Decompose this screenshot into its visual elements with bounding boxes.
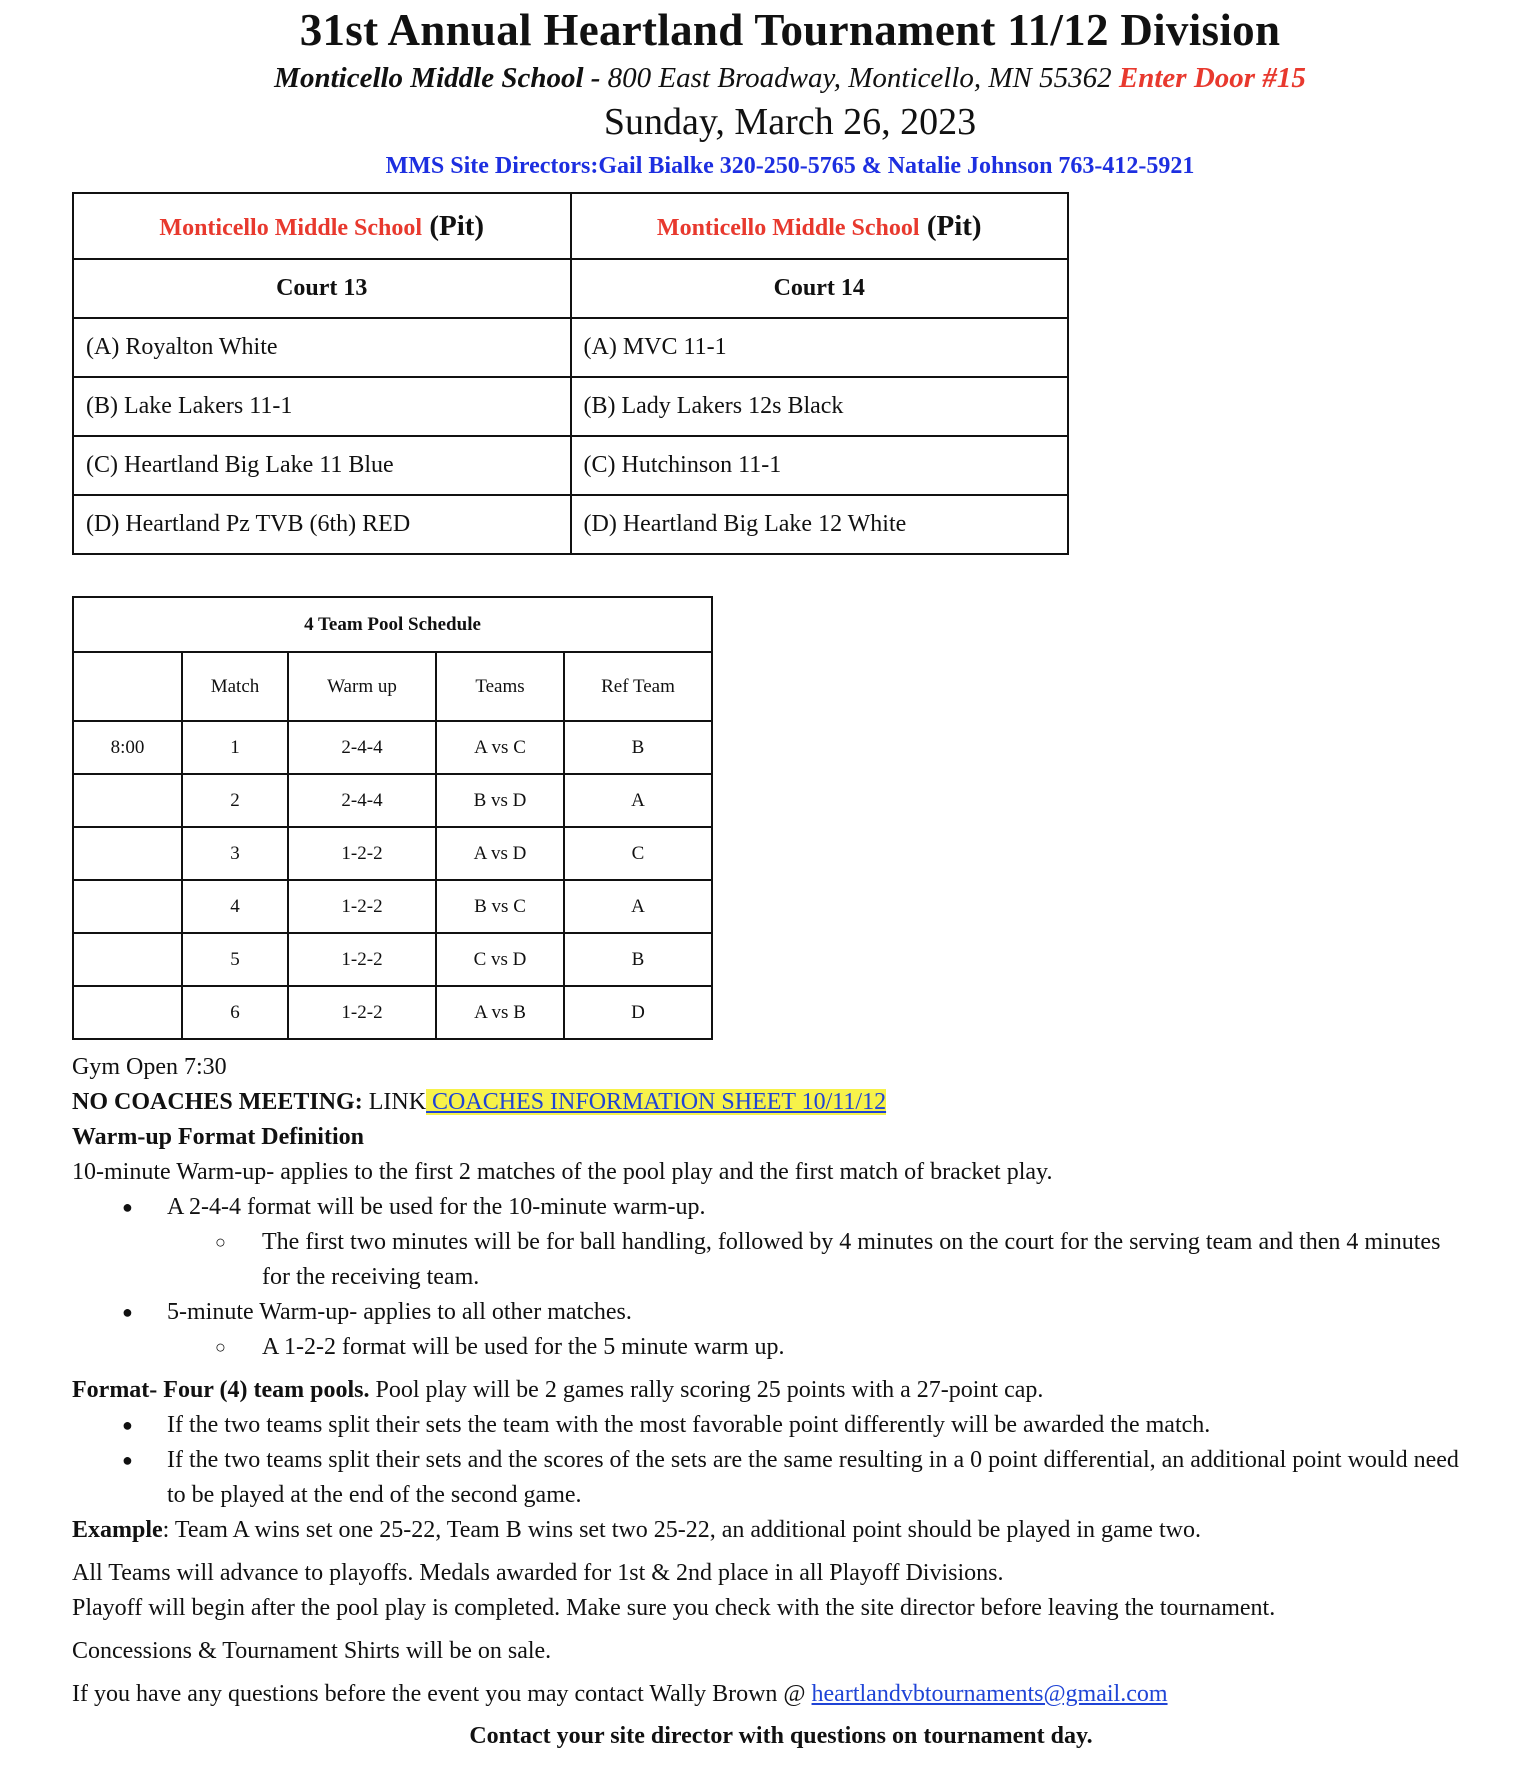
table-cell: 3 (182, 827, 288, 880)
table-cell (73, 774, 182, 827)
playoffs-text-2: Playoff will begin after the pool play is completed. Make sure you check with the site director before leaving the tournament. (72, 1595, 1276, 1621)
col-header-time (73, 652, 182, 721)
school-name: Monticello Middle School - (274, 62, 601, 94)
table-cell: A (564, 880, 712, 933)
court-14-team-d: (D) Heartland Big Lake 12 White (571, 495, 1069, 554)
court-13-team-d: (D) Heartland Pz TVB (6th) RED (73, 495, 571, 554)
questions-text: If you have any questions before the event you may contact Wally Brown @ heartlandvbtournaments@gmail.com (72, 1681, 1168, 1707)
table-cell: B vs D (436, 774, 564, 827)
table-cell (73, 933, 182, 986)
table-cell (73, 880, 182, 933)
site-directors: MMS Site Directors:Gail Bialke 320-250-5765 & Natalie Johnson 763-412-5921 (385, 153, 1195, 179)
table-cell: B vs C (436, 880, 564, 933)
format-text: Format- Four (4) team pools. Pool play will be 2 games rally scoring 25 points with a 27-point cap. (72, 1377, 1044, 1403)
table-cell (73, 827, 182, 880)
warmup-10-text: 10-minute Warm-up- applies to the first 2 matches of the pool play and the first match of bracket play. (72, 1159, 1053, 1185)
col-header-match: Match (182, 652, 288, 721)
table-cell: D (564, 986, 712, 1039)
list-item: ○ The first two minutes will be for ball handling, followed by 4 minutes on the court for the serving team and then 4 minutes for the receiving team. (72, 1225, 1472, 1295)
table-cell: A vs B (436, 986, 564, 1039)
warmup-5-sublist (72, 1330, 1472, 1365)
table-cell: 1-2-2 (288, 880, 436, 933)
table-cell: 6 (182, 986, 288, 1039)
coaches-info-link[interactable]: COACHES INFORMATION SHEET 10/11/12 (426, 1089, 887, 1115)
table-cell: 1-2-2 (288, 986, 436, 1039)
court-14-site: Monticello Middle School (Pit) (571, 193, 1069, 259)
warmup-10-sublist (72, 1225, 1472, 1295)
example-text: Example: Team A wins set one 25-22, Team B wins set two 25-22, an additional point should be played in game two. (72, 1517, 1201, 1543)
table-cell: 8:00 (73, 721, 182, 774)
list-item: ● If the two teams split their sets and the scores of the sets are the same resulting in a 0 point differential, an additional point would need to be played at the end of the second game. (72, 1443, 1472, 1513)
table-cell: 2-4-4 (288, 774, 436, 827)
table-cell (73, 986, 182, 1039)
court-13-team-c: (C) Heartland Big Lake 11 Blue (73, 436, 571, 495)
page-title: 31st Annual Heartland Tournament 11/12 Division (299, 5, 1281, 55)
contact-email-link[interactable]: heartlandvbtournaments@gmail.com (811, 1681, 1168, 1707)
list-item: ● 5-minute Warm-up- applies to all other matches. (72, 1295, 1472, 1330)
court-14-team-b: (B) Lady Lakers 12s Black (571, 377, 1069, 436)
format-list (72, 1408, 1472, 1513)
gym-open: Gym Open 7:30 (72, 1054, 227, 1080)
warmup-5-list (72, 1295, 1472, 1330)
tournament-notes (72, 1050, 1472, 1712)
table-cell: B (564, 721, 712, 774)
court-13-header: Court 13 (73, 259, 571, 318)
table-row (73, 986, 712, 1039)
table-cell: 2 (182, 774, 288, 827)
court-14-team-c: (C) Hutchinson 11-1 (571, 436, 1069, 495)
table-cell: 5 (182, 933, 288, 986)
warmup-list (72, 1190, 1472, 1225)
coaches-meeting: NO COACHES MEETING: LINK COACHES INFORMATION SHEET 10/11/12 (72, 1089, 887, 1115)
playoffs-text-1: All Teams will advance to playoffs. Medals awarded for 1st & 2nd place in all Playoff Divisions. (72, 1560, 1004, 1586)
col-header-ref: Ref Team (564, 652, 712, 721)
pool-schedule-title: 4 Team Pool Schedule (73, 597, 712, 652)
list-item: ● A 2-4-4 format will be used for the 10-minute warm-up. (72, 1190, 1472, 1225)
court-13-team-b: (B) Lake Lakers 11-1 (73, 377, 571, 436)
table-cell: C vs D (436, 933, 564, 986)
table-cell: A vs D (436, 827, 564, 880)
table-cell: 1-2-2 (288, 933, 436, 986)
site-address (0, 62, 1532, 95)
pool-schedule-table (72, 596, 713, 1040)
court-14-team-a: (A) MVC 11-1 (571, 318, 1069, 377)
table-cell: A vs C (436, 721, 564, 774)
list-item: ○ A 1-2-2 format will be used for the 5 minute warm up. (72, 1330, 1472, 1365)
table-row (73, 933, 712, 986)
concessions-text: Concessions & Tournament Shirts will be on sale. (72, 1638, 552, 1664)
court-13-team-a: (A) Royalton White (73, 318, 571, 377)
col-header-teams: Teams (436, 652, 564, 721)
table-cell: C (564, 827, 712, 880)
table-cell: B (564, 933, 712, 986)
court-13-site: Monticello Middle School (Pit) (73, 193, 571, 259)
final-contact-note: Contact your site director with questions on tournament day. (469, 1723, 1093, 1749)
warmup-heading: Warm-up Format Definition (72, 1124, 364, 1150)
table-row (73, 774, 712, 827)
table-row (73, 827, 712, 880)
table-cell: A (564, 774, 712, 827)
door-note: Enter Door #15 (1118, 62, 1306, 94)
table-cell: 2-4-4 (288, 721, 436, 774)
court-14-header: Court 14 (571, 259, 1069, 318)
table-cell: 1-2-2 (288, 827, 436, 880)
col-header-warmup: Warm up (288, 652, 436, 721)
table-cell: 1 (182, 721, 288, 774)
table-row (73, 721, 712, 774)
table-cell: 4 (182, 880, 288, 933)
court-assignments-table (72, 192, 1069, 555)
street-address: 800 East Broadway, Monticello, MN 55362 (600, 62, 1119, 94)
list-item: ● If the two teams split their sets the team with the most favorable point differently will be awarded the match. (72, 1408, 1472, 1443)
table-row (73, 880, 712, 933)
event-date: Sunday, March 26, 2023 (603, 101, 977, 143)
